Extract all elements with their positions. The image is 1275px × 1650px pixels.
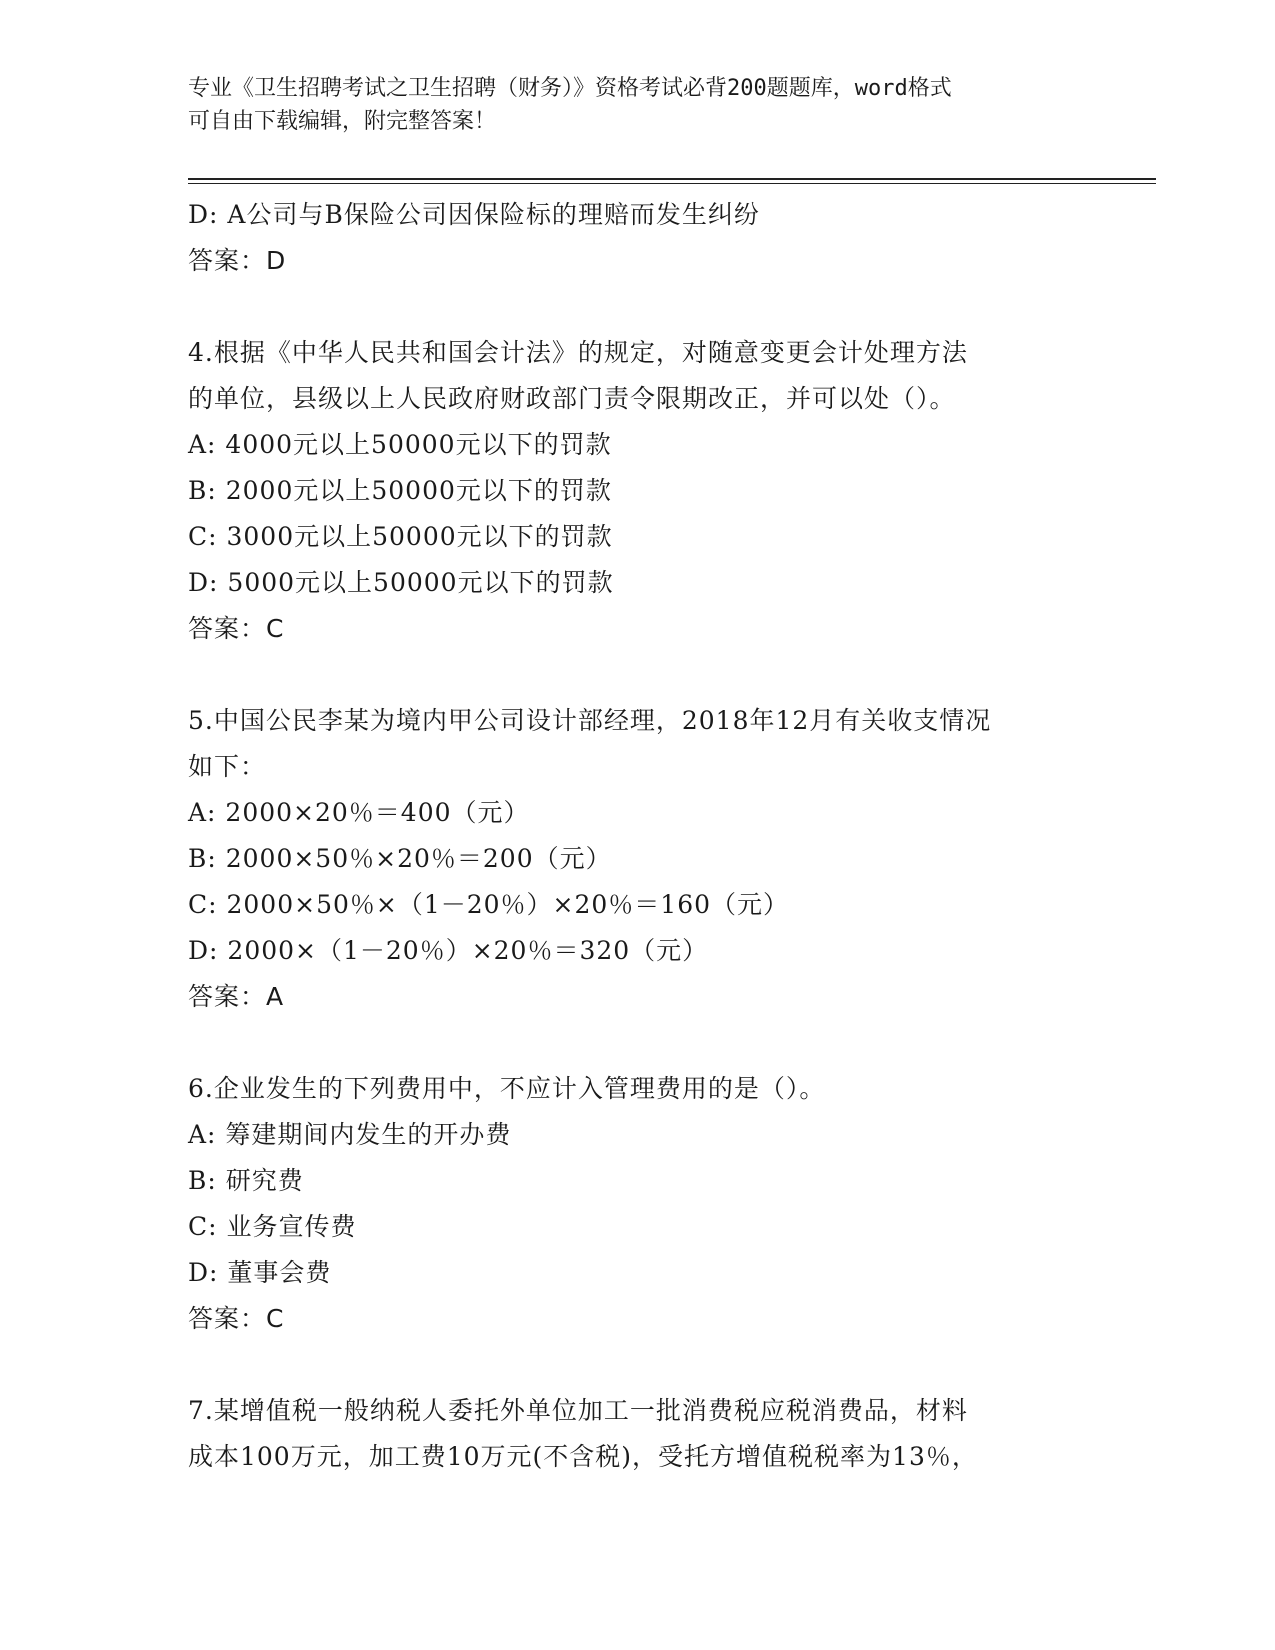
q4-option-d: D: 5000元以上50000元以下的罚款 xyxy=(188,568,614,597)
spacer xyxy=(188,1020,1148,1066)
q3-answer: 答案：D xyxy=(188,246,287,275)
q6-option-b: B: 研究费 xyxy=(188,1166,304,1195)
question-3 xyxy=(188,192,1148,284)
header-line-2: 可自由下载编辑，附完整答案！ xyxy=(188,109,497,134)
q5-stem-line-1: 5.中国公民李某为境内甲公司设计部经理，2018年12月有关收支情况 xyxy=(188,706,992,735)
q3-option-d: D: A公司与B保险公司因保险标的理赔而发生纠纷 xyxy=(188,200,760,229)
header-divider-thick xyxy=(188,178,1156,180)
q5-option-a: A: 2000×20％＝400（元） xyxy=(188,798,530,827)
q5-answer: 答案：A xyxy=(188,982,285,1011)
header-line-1: 专业《卫生招聘考试之卫生招聘（财务）》资格考试必背200题题库，word格式 xyxy=(188,76,952,101)
q4-stem-line-1: 4.根据《中华人民共和国会计法》的规定，对随意变更会计处理方法 xyxy=(188,338,968,367)
q5-option-d: D: 2000×（1－20％）×20％＝320（元） xyxy=(188,936,709,965)
q4-option-c: C: 3000元以上50000元以下的罚款 xyxy=(188,522,613,551)
document-header xyxy=(188,72,1088,138)
q4-stem-line-2: 的单位，县级以上人民政府财政部门责令限期改正，并可以处（）。 xyxy=(188,384,956,413)
header-divider-thin xyxy=(188,183,1156,184)
q5-option-b: B: 2000×50％×20％＝200（元） xyxy=(188,844,612,873)
question-6 xyxy=(188,1066,1148,1342)
q6-option-c: C: 业务宣传费 xyxy=(188,1212,357,1241)
question-list xyxy=(188,192,1148,1480)
q4-option-a: A: 4000元以上50000元以下的罚款 xyxy=(188,430,612,459)
q4-answer: 答案：C xyxy=(188,614,285,643)
spacer xyxy=(188,284,1148,330)
question-5 xyxy=(188,698,1148,1020)
q6-option-d: D: 董事会费 xyxy=(188,1258,332,1287)
question-7 xyxy=(188,1388,1148,1480)
q5-option-c: C: 2000×50％×（1－20％）×20％＝160（元） xyxy=(188,890,790,919)
q4-option-b: B: 2000元以上50000元以下的罚款 xyxy=(188,476,612,505)
q5-stem-line-2: 如下： xyxy=(188,752,267,781)
q6-stem-line-1: 6.企业发生的下列费用中，不应计入管理费用的是（）。 xyxy=(188,1074,826,1103)
q6-option-a: A: 筹建期间内发生的开办费 xyxy=(188,1120,512,1149)
q7-stem-line-1: 7.某增值税一般纳税人委托外单位加工一批消费税应税消费品，材料 xyxy=(188,1396,968,1425)
q6-answer: 答案：C xyxy=(188,1304,285,1333)
q7-stem-line-2: 成本100万元，加工费10万元(不含税)，受托方增值税税率为13％， xyxy=(188,1442,978,1471)
spacer xyxy=(188,652,1148,698)
question-4 xyxy=(188,330,1148,652)
spacer xyxy=(188,1342,1148,1388)
